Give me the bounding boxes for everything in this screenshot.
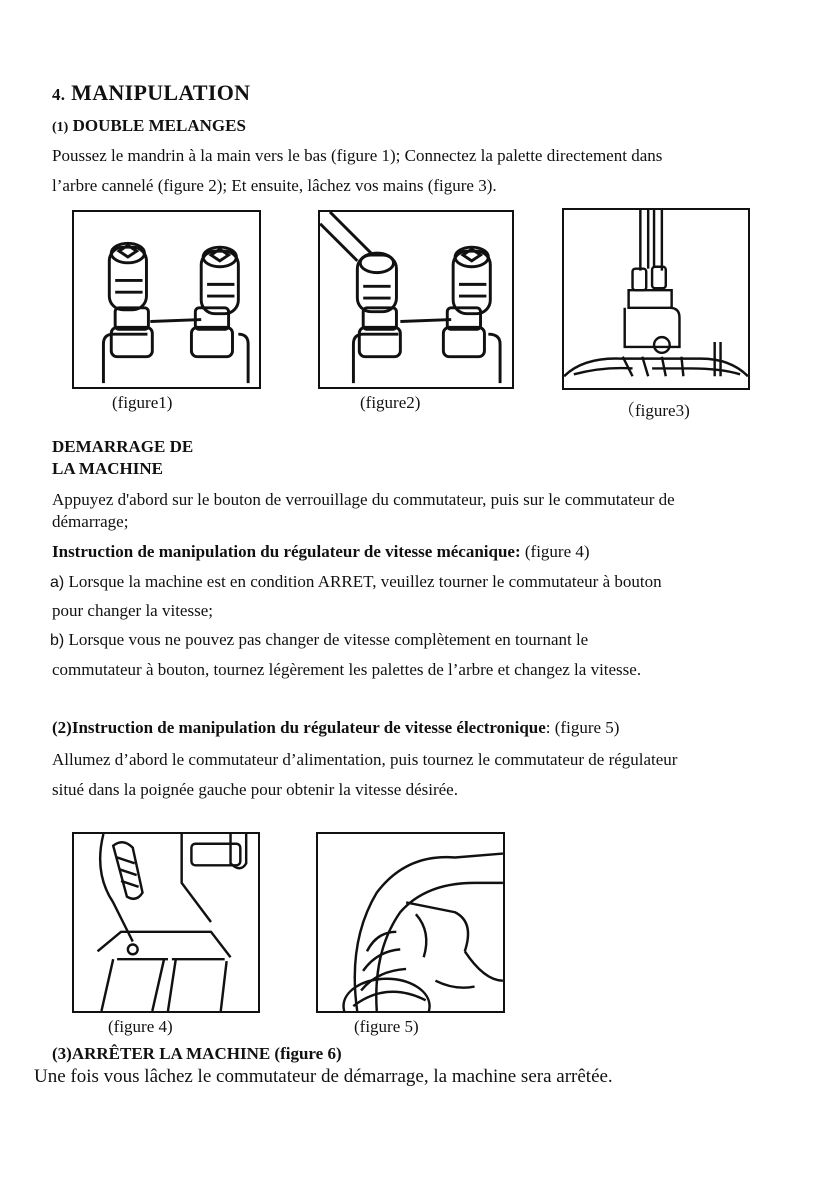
item-a-text: Lorsque la machine est en condition ARRET, veuillez tourner le commutateur à bouton <box>64 572 662 591</box>
section3-number: (3) <box>52 1044 72 1063</box>
heading-title: MANIPULATION <box>71 80 251 105</box>
item-b-label: b) <box>50 632 65 649</box>
startup-heading-line2: LA MACHINE <box>52 459 163 478</box>
speed-knob-illustration <box>74 834 258 1011</box>
item-b-line1 <box>50 630 588 651</box>
startup-line1: Appuyez d'abord sur le bouton de verrouillage du commutateur, puis sur le commutateur de <box>52 490 675 509</box>
section2-title: Instruction de manipulation du régulateur de vitesse électronique <box>71 718 546 737</box>
item-a-line2: pour changer la vitesse; <box>52 601 213 620</box>
section1-line1: Poussez le mandrin à la main vers le bas (figure 1); Connectez la palette directement dans <box>52 146 663 165</box>
figure-4-caption: (figure 4) <box>108 1017 173 1036</box>
section2-line1: Allumez d’abord le commutateur d’alimentation, puis tournez le commutateur de régulateur <box>52 750 678 769</box>
item-a-line1 <box>50 572 662 593</box>
section2-number: (2) <box>52 718 72 737</box>
figure-5 <box>316 832 505 1013</box>
section-heading <box>52 80 250 106</box>
two-chucks-illustration <box>74 212 259 387</box>
mechanical-figure-ref: (figure 4) <box>520 542 590 561</box>
section3-line1: Une fois vous lâchez le commutateur de démarrage, la machine sera arrêtée. <box>34 1066 613 1087</box>
figure-1 <box>72 210 261 389</box>
electronic-regulator-heading <box>52 718 619 738</box>
item-a-label: a) <box>50 574 65 591</box>
item-b-text: Lorsque vous ne pouvez pas changer de vitesse complètement en tournant le <box>64 630 589 649</box>
section2-figure-ref: : (figure 5) <box>545 718 620 737</box>
mixer-released-illustration <box>564 210 748 388</box>
figure-5-caption: (figure 5) <box>354 1017 419 1036</box>
stop-machine-heading <box>52 1044 342 1064</box>
figure-2-caption: (figure2) <box>360 393 421 412</box>
item-b-line2: commutateur à bouton, tournez légèrement les palettes de l’arbre et changez la vitesse. <box>52 660 642 679</box>
section1-title: DOUBLE MELANGES <box>72 116 246 135</box>
mechanical-title: Instruction de manipulation du régulateur de vitesse mécanique: <box>52 542 521 561</box>
figure-3-caption: （figure3) <box>618 401 690 420</box>
electronic-regulator-illustration <box>318 834 503 1011</box>
mechanical-regulator-instruction <box>52 542 590 562</box>
section1-number: (1) <box>52 120 69 135</box>
section1-line2: l’arbre cannelé (figure 2); Et ensuite, lâchez vos mains (figure 3). <box>52 176 497 195</box>
section2-line2: situé dans la poignée gauche pour obtenir la vitesse désirée. <box>52 780 458 799</box>
figure-3 <box>562 208 750 390</box>
figure-4 <box>72 832 260 1013</box>
double-melanges-heading <box>52 116 246 136</box>
figure-2 <box>318 210 514 389</box>
section3-title: ARRÊTER LA MACHINE (figure 6) <box>71 1044 342 1063</box>
heading-number: 4. <box>52 85 66 104</box>
paddle-inserted-illustration <box>320 212 512 387</box>
startup-heading-line1: DEMARRAGE DE <box>52 437 194 456</box>
startup-line2: démarrage; <box>52 512 129 531</box>
figure-1-caption: (figure1) <box>112 393 173 412</box>
